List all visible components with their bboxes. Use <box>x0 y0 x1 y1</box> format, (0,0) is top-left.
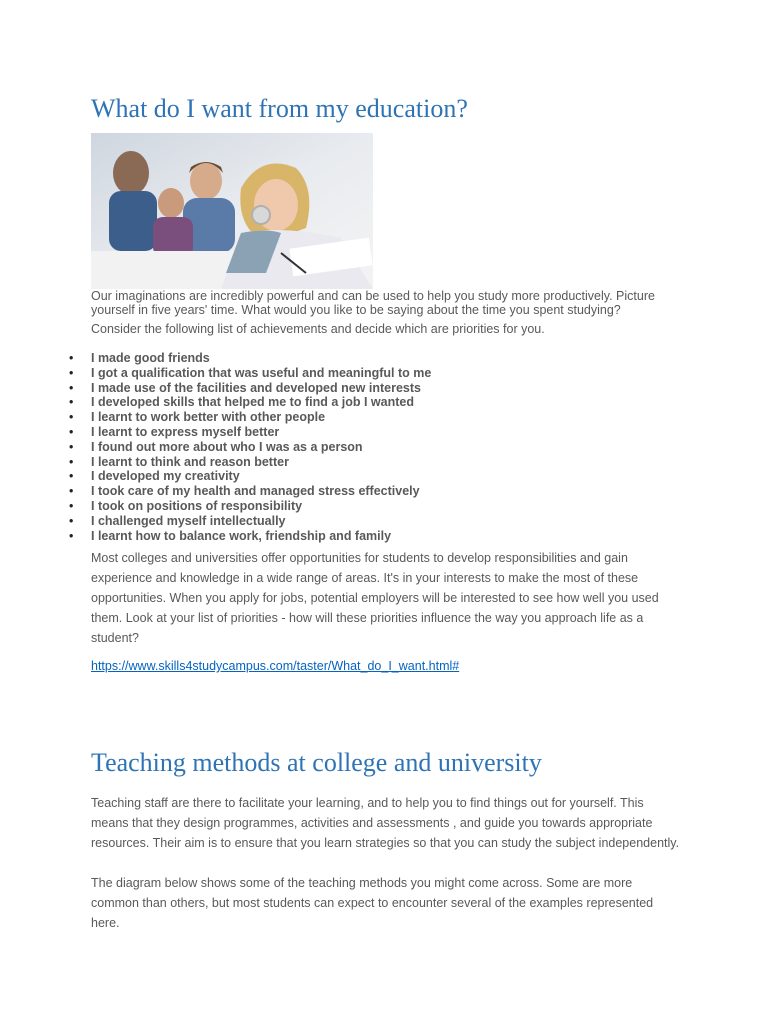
section-title-education: What do I want from my education? <box>91 94 468 123</box>
consider-paragraph: Consider the following list of achievements and decide which are priorities for you. <box>91 322 545 336</box>
list-item: • I took on positions of responsibility <box>91 499 431 514</box>
list-item: • I got a qualification that was useful and meaningful to me <box>91 366 431 381</box>
list-item: • I challenged myself intellectually <box>91 514 431 529</box>
list-item: • I learnt to think and reason better <box>91 455 431 470</box>
list-item: • I took care of my health and managed stress effectively <box>91 484 431 499</box>
list-item: • I learnt to express myself better <box>91 425 431 440</box>
list-item: • I developed my creativity <box>91 469 431 484</box>
list-item: • I made good friends <box>91 351 431 366</box>
intro-paragraph: Our imaginations are incredibly powerful and can be used to help you study more productively. Picture yourself in five years' time. What would you like to be saying about the time you spent studying? <box>91 289 655 317</box>
list-item: • I found out more about who I was as a person <box>91 440 431 455</box>
achievements-list <box>91 351 431 543</box>
list-item: • I made use of the facilities and developed new interests <box>91 381 431 396</box>
skills4study-link[interactable]: https://www.skills4studycampus.com/taster/What_do_I_want.html# <box>91 659 460 673</box>
teaching-diagram-paragraph: The diagram below shows some of the teaching methods you might come across. Some are more common than others, but most students can expect to encounter several of the examples represented here. <box>91 876 654 930</box>
list-item: • I developed skills that helped me to find a job I wanted <box>91 395 431 410</box>
teaching-staff-paragraph: Teaching staff are there to facilitate your learning, and to help you to find things out for yourself. This means that they design programmes, activities and assessments , and guide you towards appropriate resources. Their aim is to ensure that you learn strategies so that you can study the subject independently. <box>91 796 680 850</box>
list-item: • I learnt how to balance work, friendship and family <box>91 529 431 544</box>
section-title-teaching-methods: Teaching methods at college and university <box>91 748 542 777</box>
students-studying-photo <box>91 133 373 289</box>
opportunities-paragraph: Most colleges and universities offer opportunities for students to develop responsibilities and gain experience and knowledge in a wide range of areas. It's in your interests to make the most of these opportunities. When you apply for jobs, potential employers will be interested to see how well you used them. Look at your list of priorities - how will these priorities influence the way you approach life as a student? <box>91 551 659 645</box>
list-item: • I learnt to work better with other people <box>91 410 431 425</box>
